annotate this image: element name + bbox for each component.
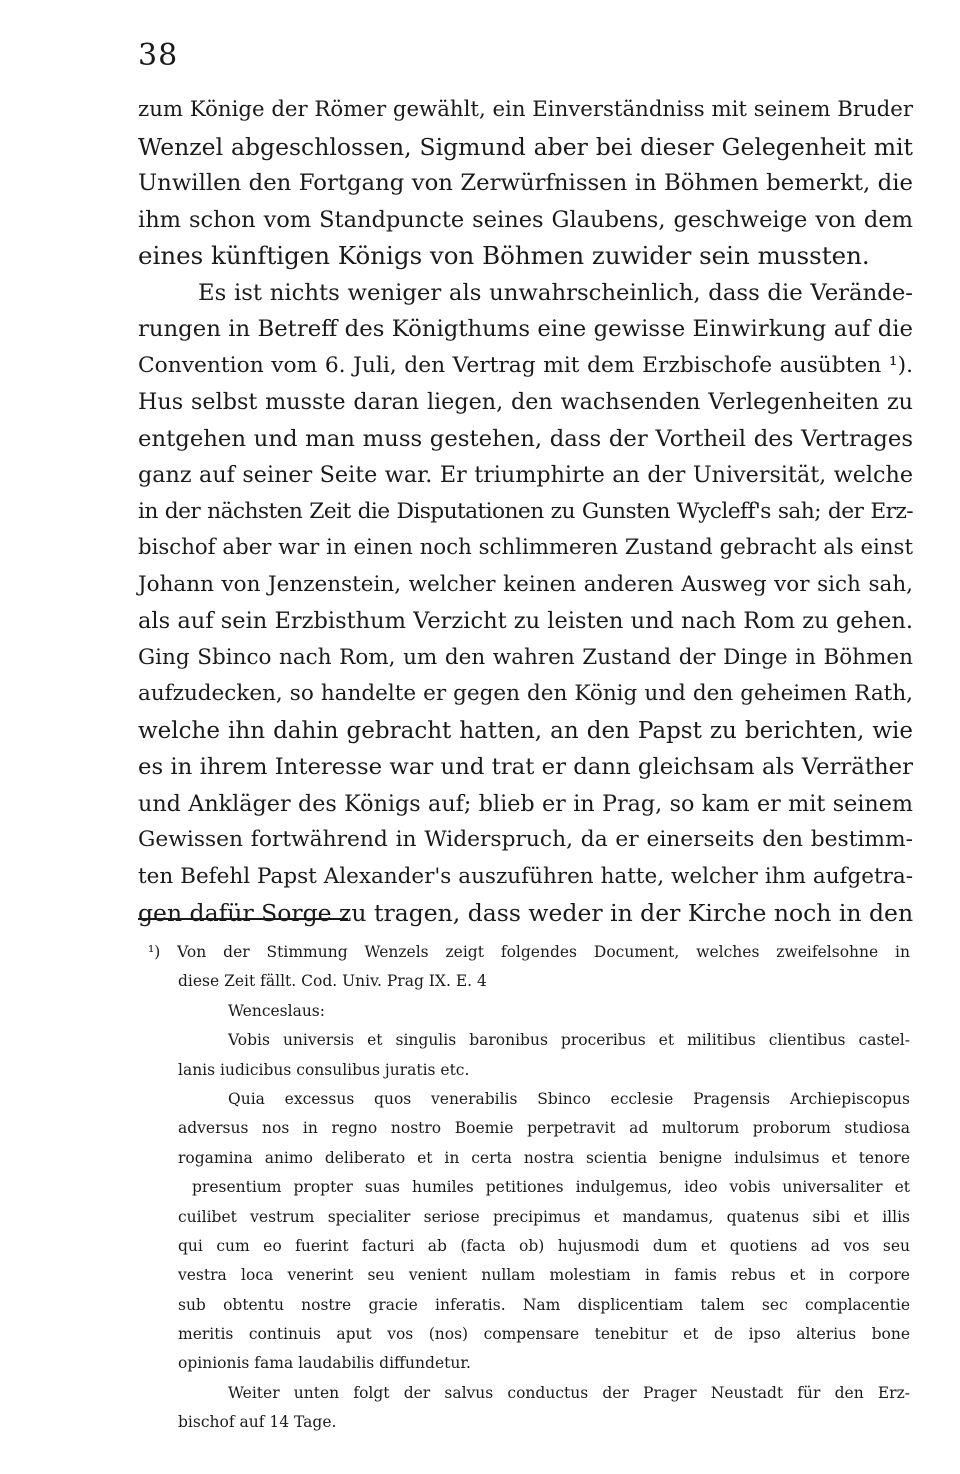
body-line: als auf sein Erzbisthum Verzicht zu leisten und nach Rom zu gehen. [138, 608, 913, 634]
main-text [138, 92, 913, 932]
footnote-line: ¹) Von der Stimmung Wenzels zeigt folgendes Document, welches zweifelsohne in [148, 943, 910, 961]
body-line: Es ist nichts weniger als unwahrscheinlich, dass die Verände- [198, 279, 913, 306]
footnote-line: Quia excessus quos venerabilis Sbinco ecclesie Pragensis Archiepiscopus [228, 1089, 910, 1108]
footnote-line: rogamina animo deliberato et in certa nostra scientia benigne indulsimus et tenore [178, 1148, 910, 1167]
footnote-line: opinionis fama laudabilis diffundetur. [178, 1354, 471, 1373]
footnote-line: presentium propter suas humiles petitiones indulgemus, ideo vobis universaliter et [192, 1178, 910, 1197]
body-line: Wenzel abgeschlossen, Sigmund aber bei dieser Gelegenheit mit [138, 132, 913, 161]
body-line: zum Könige der Römer gewählt, ein Einverständniss mit seinem Bruder [138, 97, 913, 122]
body-line: aufzudecken, so handelte er gegen den König und den geheimen Rath, [138, 681, 913, 706]
body-line: Ging Sbinco nach Rom, um den wahren Zustand der Dinge in Böhmen [138, 644, 913, 670]
footnote-line: bischof auf 14 Tage. [178, 1413, 337, 1432]
footnotes [148, 938, 910, 1438]
footnote-line: vestra loca venerint seu venient nullam molestiam in famis rebus et in corpore [178, 1266, 910, 1285]
body-line: Convention vom 6. Juli, den Vertrag mit dem Erzbischofe ausübten ¹). [138, 352, 913, 378]
footnote-line: Wenceslaus: [228, 1001, 325, 1020]
footnote-line: Vobis universis et singulis baronibus proceribus et militibus clientibus castel- [228, 1031, 910, 1050]
body-line: welche ihn dahin gebracht hatten, an den Papst zu berichten, wie [138, 717, 913, 744]
footnote-divider [138, 918, 348, 920]
page-number: 38 [138, 38, 179, 73]
footnote-line: meritis continuis aput vos (nos) compensare tenebitur et de ipso alterius bone [178, 1325, 910, 1344]
body-line: entgehen und man muss gestehen, dass der Vortheil des Vertrages [138, 425, 913, 452]
body-line: Gewissen fortwährend in Widerspruch, da er einerseits den bestimm- [138, 827, 913, 852]
footnote-line: lanis iudicibus consulibus juratis etc. [178, 1060, 470, 1079]
footnote-line: diese Zeit fällt. Cod. Univ. Prag IX. E. 4 [178, 972, 487, 991]
body-line: Hus selbst musste daran liegen, den wachsenden Verlegenheiten zu [138, 389, 913, 415]
footnote-line: cuilibet vestrum specialiter seriose precipimus et mandamus, quatenus sibi et illis [178, 1207, 910, 1226]
body-line: Unwillen den Fortgang von Zerwürfnissen in Böhmen bemerkt, die [138, 170, 913, 196]
body-line: und Ankläger des Königs auf; blieb er in Prag, so kam er mit seinem [138, 790, 913, 817]
body-line: rungen in Betreff des Königthums eine gewisse Einwirkung auf die [138, 316, 913, 342]
footnote-line: Weiter unten folgt der salvus conductus der Prager Neustadt für den Erz- [228, 1383, 910, 1402]
footnote-line: sub obtentu nostre gracie inferatis. Nam displicentiam talem sec complacentie [178, 1295, 910, 1314]
body-line: gen dafür Sorge zu tragen, dass weder in der Kirche noch in den [138, 899, 914, 927]
body-line: eines künftigen Königs von Böhmen zuwider sein mussten. [138, 241, 870, 270]
body-line: ganz auf seiner Seite war. Er triumphirte an der Universität, welche [138, 462, 913, 488]
body-line: bischof aber war in einen noch schlimmeren Zustand gebracht als einst [138, 535, 913, 560]
body-line: ten Befehl Papst Alexander's auszuführen hatte, welcher ihm aufgetra- [138, 863, 913, 889]
footnote-line: qui cum eo fuerint facturi ab (facta ob) hujusmodi dum et quotiens ad vos seu [178, 1236, 910, 1255]
body-line: Johann von Jenzenstein, welcher keinen anderen Ausweg vor sich sah, [138, 571, 913, 597]
body-line: es in ihrem Interesse war und trat er dann gleichsam als Verräther [138, 754, 913, 780]
footnote-line: adversus nos in regno nostro Boemie perpetravit ad multorum proborum studiosa [178, 1119, 910, 1138]
body-line: in der nächsten Zeit die Disputationen zu Gunsten Wycleff's sah; der Erz- [138, 498, 913, 524]
body-line: ihm schon vom Standpuncte seines Glaubens, geschweige von dem [138, 206, 913, 233]
